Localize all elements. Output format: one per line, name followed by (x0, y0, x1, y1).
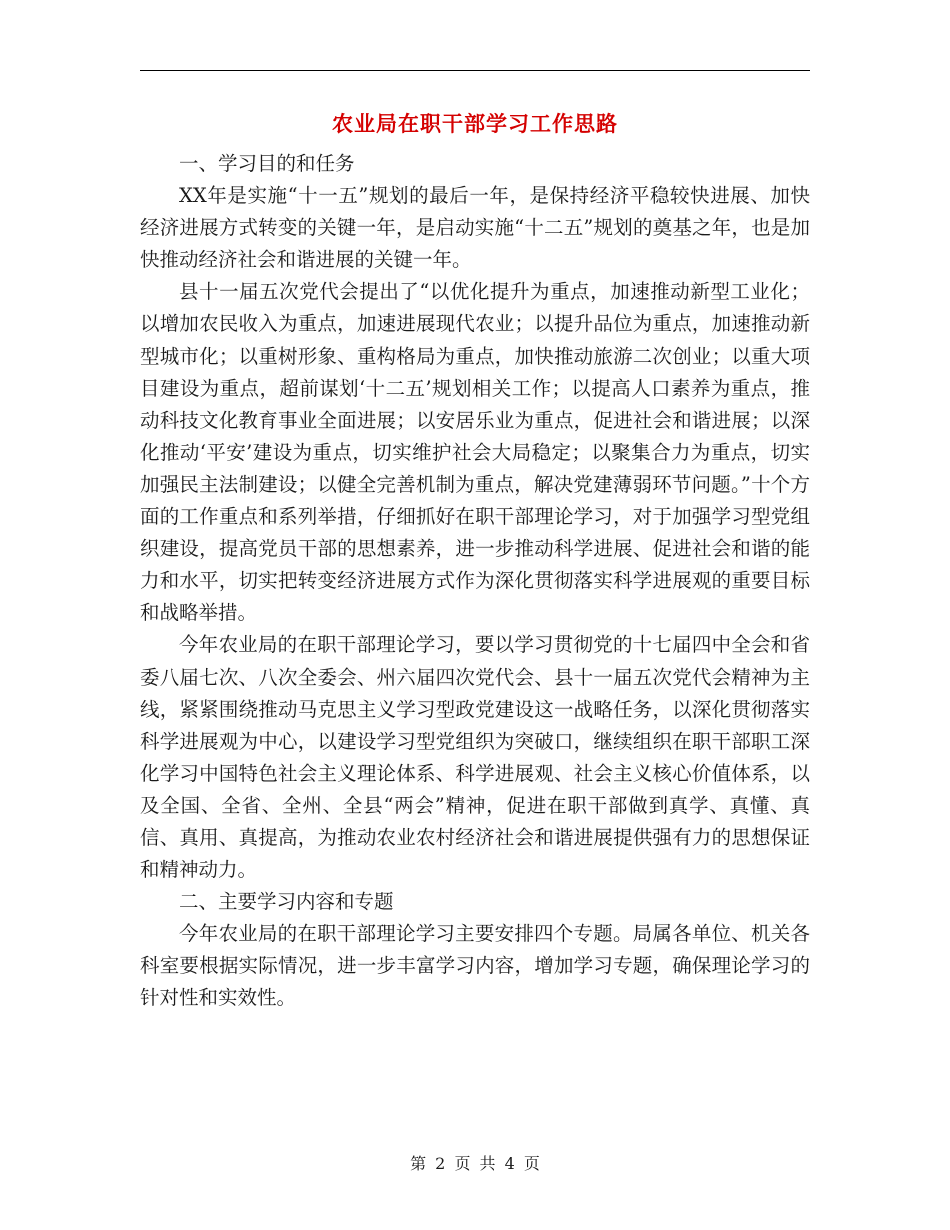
page-footer: 第 2 页 共 4 页 (410, 1154, 540, 1173)
document-body (140, 148, 810, 1015)
paragraph: 县十一届五次党代会提出了“以优化提升为重点，加速推动新型工业化；以增加农民收入为重点，加速进展现代农业；以提升品位为重点，加速推动新型城市化；以重树形象、重构格局为重点，加快推动旅游二次创业；以重大项目建设为重点，超前谋划‘十二五’规划相关工作；以提高人口素养为重点，推动科技文化教育事业全面进展；以安居乐业为重点，促进社会和谐进展；以深化推动‘平安’建设为重点，切实维护社会大局稳定；以聚集合力为重点，切实加强民主法制建设；以健全完善机制为重点，解决党建薄弱环节问题。”十个方面的工作重点和系列举措，仔细抓好在职干部理论学习，对于加强学习型党组织建设，提高党员干部的思想素养，进一步推动科学进展、促进社会和谐的能力和水平，切实把转变经济进展方式作为深化贯彻落实科学进展观的重要目标和战略举措。 (140, 280, 810, 625)
section-heading-2: 二、主要学习内容和专题 (179, 890, 394, 914)
section-heading-1: 一、学习目的和任务 (179, 152, 355, 175)
paragraph: 今年农业局的在职干部理论学习，要以学习贯彻党的十七届四中全会和省委八届七次、八次全委会、州六届四次党代会、县十一届五次党代会精神为主线，紧紧围绕推动马克思主义学习型政党建设这一战略任务，以深化贯彻落实科学进展观为中心，以建设学习型党组织为突破口，继续组织在职干部职工深化学习中国特色社会主义理论体系、科学进展观、社会主义核心价值体系，以及全国、全省、全州、全县“两会”精神，促进在职干部做到真学、真懂、真信、真用、真提高，为推动农业农村经济社会和谐进展提供强有力的思想保证和精神动力。 (140, 633, 810, 882)
header-rule (140, 70, 810, 71)
document-title: 农业局在职干部学习工作思路 (332, 112, 618, 136)
paragraph: XX年是实施“十一五”规划的最后一年，是保持经济平稳较快进展、加快经济进展方式转变的关键一年，是启动实施“十二五”规划的奠基之年，也是加快推动经济社会和谐进展的关键一年。 (140, 184, 810, 272)
paragraph: 今年农业局的在职干部理论学习主要安排四个专题。局属各单位、机关各科室要根据实际情况，进一步丰富学习内容，增加学习专题，确保理论学习的针对性和实效性。 (140, 922, 810, 1010)
